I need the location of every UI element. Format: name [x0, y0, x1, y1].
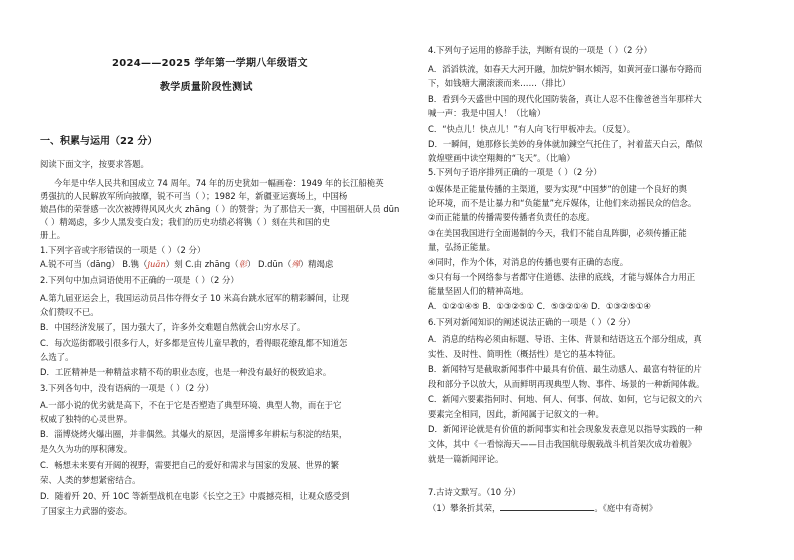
q2-option-line: 么选了。: [40, 352, 74, 362]
question-1-options: [40, 258, 333, 270]
question-6-stem: 6.下列对新闻知识的阐述说法正确的一项是（ ）（2 分）: [428, 317, 636, 327]
q2-option-line: D．工匠精神是一种精益求精不苟的职业态度，也是一种没有最好的极致追求。: [40, 367, 332, 377]
q6-option-line: 要素完全相同，因此，新闻属于记叙文的一种。: [428, 409, 604, 419]
q1-option-text: A.锐不可当（dāng） B.镌（: [40, 259, 148, 269]
question-1-stem: 1.下列字音或字形错误的一项是（ ）（2 分）: [40, 245, 206, 255]
q6-option-line: 实性、及时性、简明性（概括性）是它的基本特征。: [428, 349, 621, 359]
q6-option-line: 就是一篇新闻评论。: [428, 454, 504, 464]
passage-line: 勇强抗的人民解放军所向披靡，锐不可当（ ）；1982 年，新疆亚运赛场上，中国杨: [40, 191, 348, 201]
q1-option-text: ）精竭虑: [299, 259, 334, 269]
q1-handwritten-answer: juān: [147, 259, 166, 269]
exam-subtitle: 教学质量阶段性测试: [160, 82, 253, 93]
q4-option-line: D．一瞬间，她那修长美妙的身体就加鍊空气托住了，衬着蓝天白云，酷似: [428, 139, 703, 149]
q7-answer-blank[interactable]: [500, 501, 594, 511]
q3-option-line: 是久久为功的厚积薄发。: [40, 444, 133, 454]
question-3-stem: 3.下列各句中，没有语病的一项是（ ）（2 分）: [40, 383, 214, 393]
q3-option-line: A.一部小说的优劣就是高下，不在于它是否塑造了典型环境、典型人物，而在于它: [40, 400, 342, 410]
q1-option-text: ） D.dūn（: [246, 259, 292, 269]
q5-sentence-line: ②而正能量的传播需要传播者负责任的态度。: [428, 212, 595, 222]
q7-prompt: （1）攀条折其荣，: [428, 503, 501, 513]
q5-sentence-line: ⑤只有每一个网络参与者都守住道德、法律的底线，才能与媒体合力用正: [428, 272, 696, 282]
q5-sentence-line: 量，弘扬正能量。: [428, 242, 495, 252]
q3-option-line: 荣、人类的梦想紧密结合。: [40, 475, 141, 485]
q6-option-line: D．新闻评论就是有价值的新闻事实和社会现象发表意见以指导实践的一种: [428, 424, 703, 434]
q4-option-line: C．“快点儿！快点儿！”有人向飞行甲板冲去。（反复）。: [428, 124, 636, 134]
question-5-stem: 5.下列句子语序排列正确的一项是（ ）（2 分）: [428, 167, 602, 177]
q3-option-line: 权威了独特的心灵世界。: [40, 414, 133, 424]
q7-source: 。《庭中有奇树》: [594, 503, 658, 513]
q2-option-line: C．每次巡街都吸引很多行人，好多都是宣传儿童早教的，看得眼花缭乱都不知道怎: [40, 338, 348, 348]
passage-line: 娘昌伟的荣誉感一次次被搏得风风火火 zhāng（ ）的赞誉；为了那信天一赛，中国祖研人员 dūn: [40, 204, 400, 214]
q1-handwritten-answer: 彰: [238, 259, 247, 269]
q5-sentence-line: ④同时，作为个体，对消息的传播也要有正确的态度。: [428, 257, 629, 267]
q6-option-line: 文体，其中《一看惊海天——目击我国航母舰载战斗机首架次成功着舰》: [428, 439, 696, 449]
exam-title: 2024——2025 学年第一学期八年级语文: [112, 58, 308, 69]
q5-sentence-line: ①媒体是正能量传播的主渠道，要为实现“中国梦”的创建一个良好的舆: [428, 184, 688, 194]
q4-option-line: B．看到今天盛世中国的现代化国防装备，真让人忍不住像爸爸当年那样大: [428, 94, 702, 104]
q6-option-line: 段和部分予以放大，从而鲜明再现典型人物、事件、场景的一种新闻体裁。: [428, 379, 705, 389]
question-2-stem: 2.下列句中加点词语使用不正确的一项是（ ）（2 分）: [40, 275, 239, 285]
q2-option-line: A.第九届亚运会上，我国运动员吕伟夺得女子 10 米高台跳水冠军的精彩瞬间，让现: [40, 293, 349, 303]
q3-option-line: D．随着歼 20、歼 10C 等新型战机在电影《长空之王》中震撼亮相，让观众感受到: [40, 491, 350, 501]
q3-option-line: C．畅想未来要有开阔的视野，需要把自己的爱好和需求与国家的发展、世界的繁: [40, 460, 339, 470]
question-7-stem: 7.古诗文默写。（10 分）: [428, 487, 521, 497]
q3-option-line: B．淄博烧烤火爆出圈，并非偶然。其爆火的原因，是淄博多年耕耘与积淀的结果，: [40, 429, 348, 439]
q1-option-text: ）刻 C.由 zhāng（: [165, 259, 239, 269]
passage-line: （ ）精竭虑，多少人黑发变白发；我们的历史功绩必将镌（ ）刻在共和国的史: [40, 217, 331, 227]
q6-option-line: A．消息的结构必须由标题、导语、主体、背景和结语这五个部分组成，真: [428, 334, 702, 344]
passage-line: 册上。: [40, 230, 66, 240]
passage-line: 今年是中华人民共和国成立 74 周年。74 年的历史犹如一幅画卷：1949 年的长江船桅英: [54, 178, 384, 188]
q5-sentence-line: 能量坚固人们的精神高地。: [428, 286, 529, 296]
q1-handwritten-answer: 殚: [291, 259, 300, 269]
q7-fill-line: [428, 501, 657, 514]
q5-sentence-line: ③在美国我国进行全面遏制的今天，我们不能自乱阵脚，必须传播正能: [428, 228, 687, 238]
section-heading: 一、积累与运用（22 分）: [40, 136, 158, 147]
q2-option-line: 众们赞叹不已。: [40, 307, 99, 317]
q3-option-line: 了国家主力武器的姿态。: [40, 506, 133, 516]
q4-option-line: A．滔滔铁流，如春天大河开融，加烷炉铜水倾泻，如黄河壶口瀑布夺路而: [428, 64, 702, 74]
question-4-stem: 4.下列句子运用的修辞手法，判断有误的一项是（ ）（2 分）: [428, 45, 652, 55]
q4-option-line: 下，如钱塘大潮滚滚而来……（排比）: [428, 78, 571, 88]
q4-option-line: 喊一声：我是中国人！（比喻）: [428, 108, 546, 118]
q5-options: A．①②①④⑤ B．①③②⑤① C．⑤③②①④ D．①③②⑤①④: [428, 301, 651, 311]
q4-option-line: 敦煌壁画中读空翔舞的“飞天”。（比喻）: [428, 153, 575, 163]
reading-intro: 阅读下面文字，按要求答题。: [40, 159, 149, 169]
q6-option-line: C．新闻六要素指何时、何地、何人、何事、何故、如何，它与记叙文的六: [428, 394, 702, 404]
q2-option-line: B．中国经济发展了，国力强大了，许多外交难题自然就会山穷水尽了。: [40, 322, 306, 332]
q5-sentence-line: 论环境，而不是让暴力和“负能量”充斥媒体，让他们来动摇民众的信念。: [428, 198, 697, 208]
q6-option-line: B．新闻特写是截取新闻事件中最具有价值、最生动感人、最富有特征的片: [428, 364, 702, 374]
